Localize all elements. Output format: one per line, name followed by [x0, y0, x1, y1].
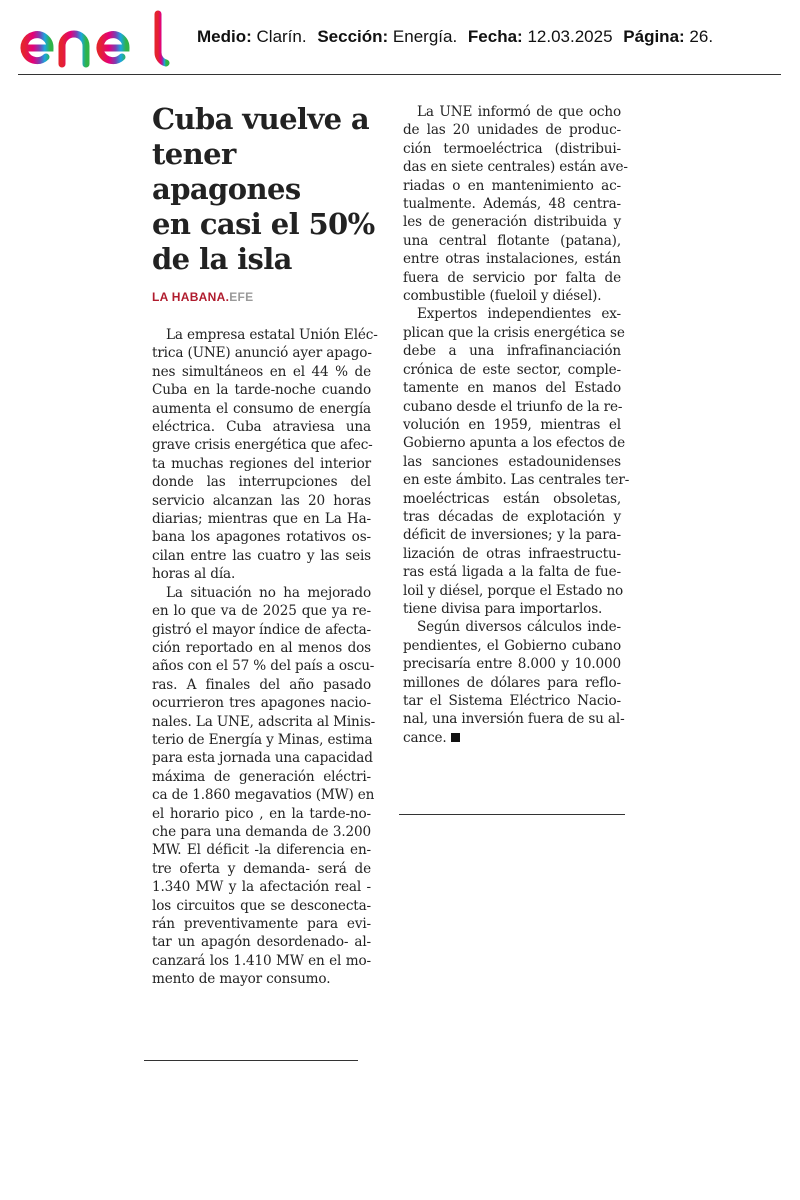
body-text-line: plican que la crisis energética se: [403, 324, 625, 341]
body-text-line: Gobierno apunta a los efectos de: [403, 435, 625, 452]
body-text-line: MW. El déficit -la diferencia en-: [152, 842, 371, 859]
body-text-line: cance.: [403, 729, 447, 746]
pagina-label: Página:: [623, 27, 685, 46]
body-text-line: ras. A finales del año pasado: [152, 676, 371, 693]
enel-logo: [18, 8, 170, 70]
seccion-value: Energía.: [392, 27, 458, 46]
column-2-end-rule: [399, 814, 625, 815]
headline-line: en casi el 50%: [152, 207, 375, 241]
body-text-line: ción termoeléctrica (distribui-: [403, 140, 621, 157]
article-column-1: [152, 326, 378, 989]
body-text-line: combustible (fueloil y diésel).: [403, 288, 602, 305]
body-text-line: pendientes, el Gobierno cubano: [403, 637, 621, 654]
body-text-line: entre otras instalaciones, están: [403, 251, 621, 268]
fecha-label: Fecha:: [467, 27, 523, 46]
body-text-line: ta muchas regiones del interior: [152, 455, 371, 472]
body-text-line: precisaría entre 8.000 y 10.000: [403, 656, 621, 673]
dateline: [152, 290, 253, 304]
body-text-line: La situación no ha mejorado: [166, 584, 371, 601]
column-1-end-rule: [144, 1060, 358, 1061]
body-text-line: tiene divisa para importarlos.: [403, 600, 603, 617]
medio-value: Clarín.: [256, 27, 307, 46]
article-headline: [152, 102, 392, 277]
pagina-value: 26.: [689, 27, 714, 46]
body-text-line: una central flotante (patana),: [403, 232, 621, 249]
seccion-label: Sección:: [317, 27, 389, 46]
body-text-line: volución en 1959, mientras el: [403, 416, 621, 433]
header-divider: [18, 74, 781, 75]
body-text-line: terio de Energía y Minas, estima: [152, 731, 373, 748]
body-text-line: trica (UNE) anunció ayer apago-: [152, 345, 372, 362]
body-text-line: en lo que va de 2025 que ya re-: [152, 603, 371, 620]
body-text-line: che para una demanda de 3.200: [152, 823, 371, 840]
dateline-agency: EFE: [229, 290, 254, 304]
body-text-line: Según diversos cálculos inde-: [417, 619, 621, 636]
end-of-article-square-icon: [451, 733, 460, 742]
body-text-line: nales. La UNE, adscrita al Minis-: [152, 713, 376, 730]
body-text-line: máxima de generación eléctri-: [152, 768, 371, 785]
body-text-line: diarias; mientras que en La Ha-: [152, 511, 371, 528]
body-text-line: 1.340 MW y la afectación real -: [152, 879, 371, 896]
body-text-line: tre oferta y demanda- será de: [152, 860, 371, 877]
body-text-line: aumenta el consumo de energía: [152, 400, 371, 417]
body-text-line: donde las interrupciones del: [152, 474, 371, 491]
headline-line: Cuba vuelve a: [152, 102, 370, 136]
body-text-line: millones de dólares para reflo-: [403, 674, 621, 691]
body-text-line: La empresa estatal Unión Eléc-: [166, 327, 378, 343]
body-text-line: las sanciones estadounidenses: [403, 453, 621, 470]
body-text-line: ocurrieron tres apagones nacio-: [152, 695, 371, 712]
body-text-line: moeléctricas están obsoletas,: [403, 490, 621, 507]
fecha-value: 12.03.2025: [527, 27, 613, 46]
body-text-line: La UNE informó de que ocho: [417, 104, 621, 120]
body-text-line: ción reportado en al menos dos: [152, 639, 371, 656]
press-clip-metadata: [197, 27, 719, 47]
dateline-city: LA HABANA.: [152, 290, 230, 304]
body-text-line: cubano desde el triunfo de la re-: [403, 398, 623, 415]
body-text-line: nal, una inversión fuera de su al-: [403, 711, 625, 728]
body-text-line: el horario pico , en la tarde-no-: [152, 805, 371, 822]
body-text-line: años con el 57 % del país a oscu-: [152, 658, 375, 675]
body-text-line: para esta jornada una capacidad: [152, 750, 373, 767]
headline-line: tener apagones: [152, 137, 301, 206]
body-text-line: tar un apagón desordenado- al-: [152, 934, 371, 951]
body-text-line: Expertos independientes ex-: [417, 306, 621, 323]
body-text-line: servicio alcanzan las 20 horas: [152, 492, 371, 509]
body-text-line: bana los apagones rotativos os-: [152, 529, 371, 546]
body-text-line: nes simultáneos en el 44 % de: [152, 363, 371, 380]
article-column-2: [403, 103, 630, 747]
body-text-line: canzará los 1.410 MW en el mo-: [152, 952, 371, 969]
body-text-line: tar el Sistema Eléctrico Nacio-: [403, 693, 621, 709]
medio-label: Medio:: [197, 27, 252, 46]
body-text-line: les de generación distribuida y: [403, 214, 621, 231]
body-text-line: riadas o en mantenimiento ac-: [403, 177, 621, 194]
body-text-line: gistró el mayor índice de afecta-: [152, 621, 371, 638]
body-text-line: crónica de este sector, comple-: [403, 361, 621, 378]
body-text-line: tras décadas de explotación y: [403, 508, 621, 525]
body-text-line: de las 20 unidades de produc-: [403, 122, 621, 139]
body-text-line: debe a una infrafinanciación: [403, 343, 621, 360]
body-text-line: loil y diésel, porque el Estado no: [403, 582, 624, 599]
body-text-line: grave crisis energética que afec-: [152, 437, 373, 454]
body-text-line: ca de 1.860 megavatios (MW) en: [152, 787, 375, 804]
body-text-line: en este ámbito. Las centrales ter-: [403, 472, 630, 489]
body-text-line: lización de otras infraestructu-: [403, 545, 621, 562]
body-text-line: déficit de inversiones; y la para-: [403, 527, 621, 544]
body-text-line: cilan entre las cuatro y las seis: [152, 547, 371, 564]
body-text-line: tualmente. Además, 48 centra-: [403, 196, 621, 213]
body-text-line: rán preventivamente para evi-: [152, 916, 371, 932]
body-text-line: das en siete centrales) están ave-: [403, 159, 628, 176]
body-text-line: horas al día.: [152, 566, 236, 583]
body-text-line: Cuba en la tarde-noche cuando: [152, 382, 371, 399]
headline-line: de la isla: [152, 242, 292, 276]
body-text-line: fuera de servicio por falta de: [403, 269, 621, 286]
body-text-line: mento de mayor consumo.: [152, 971, 331, 988]
body-text-line: los circuitos que se desconecta-: [152, 897, 371, 914]
body-text-line: ras está ligada a la falta de fue-: [403, 564, 621, 581]
body-text-line: eléctrica. Cuba atraviesa una: [152, 419, 371, 436]
body-text-line: tamente en manos del Estado: [403, 380, 621, 397]
